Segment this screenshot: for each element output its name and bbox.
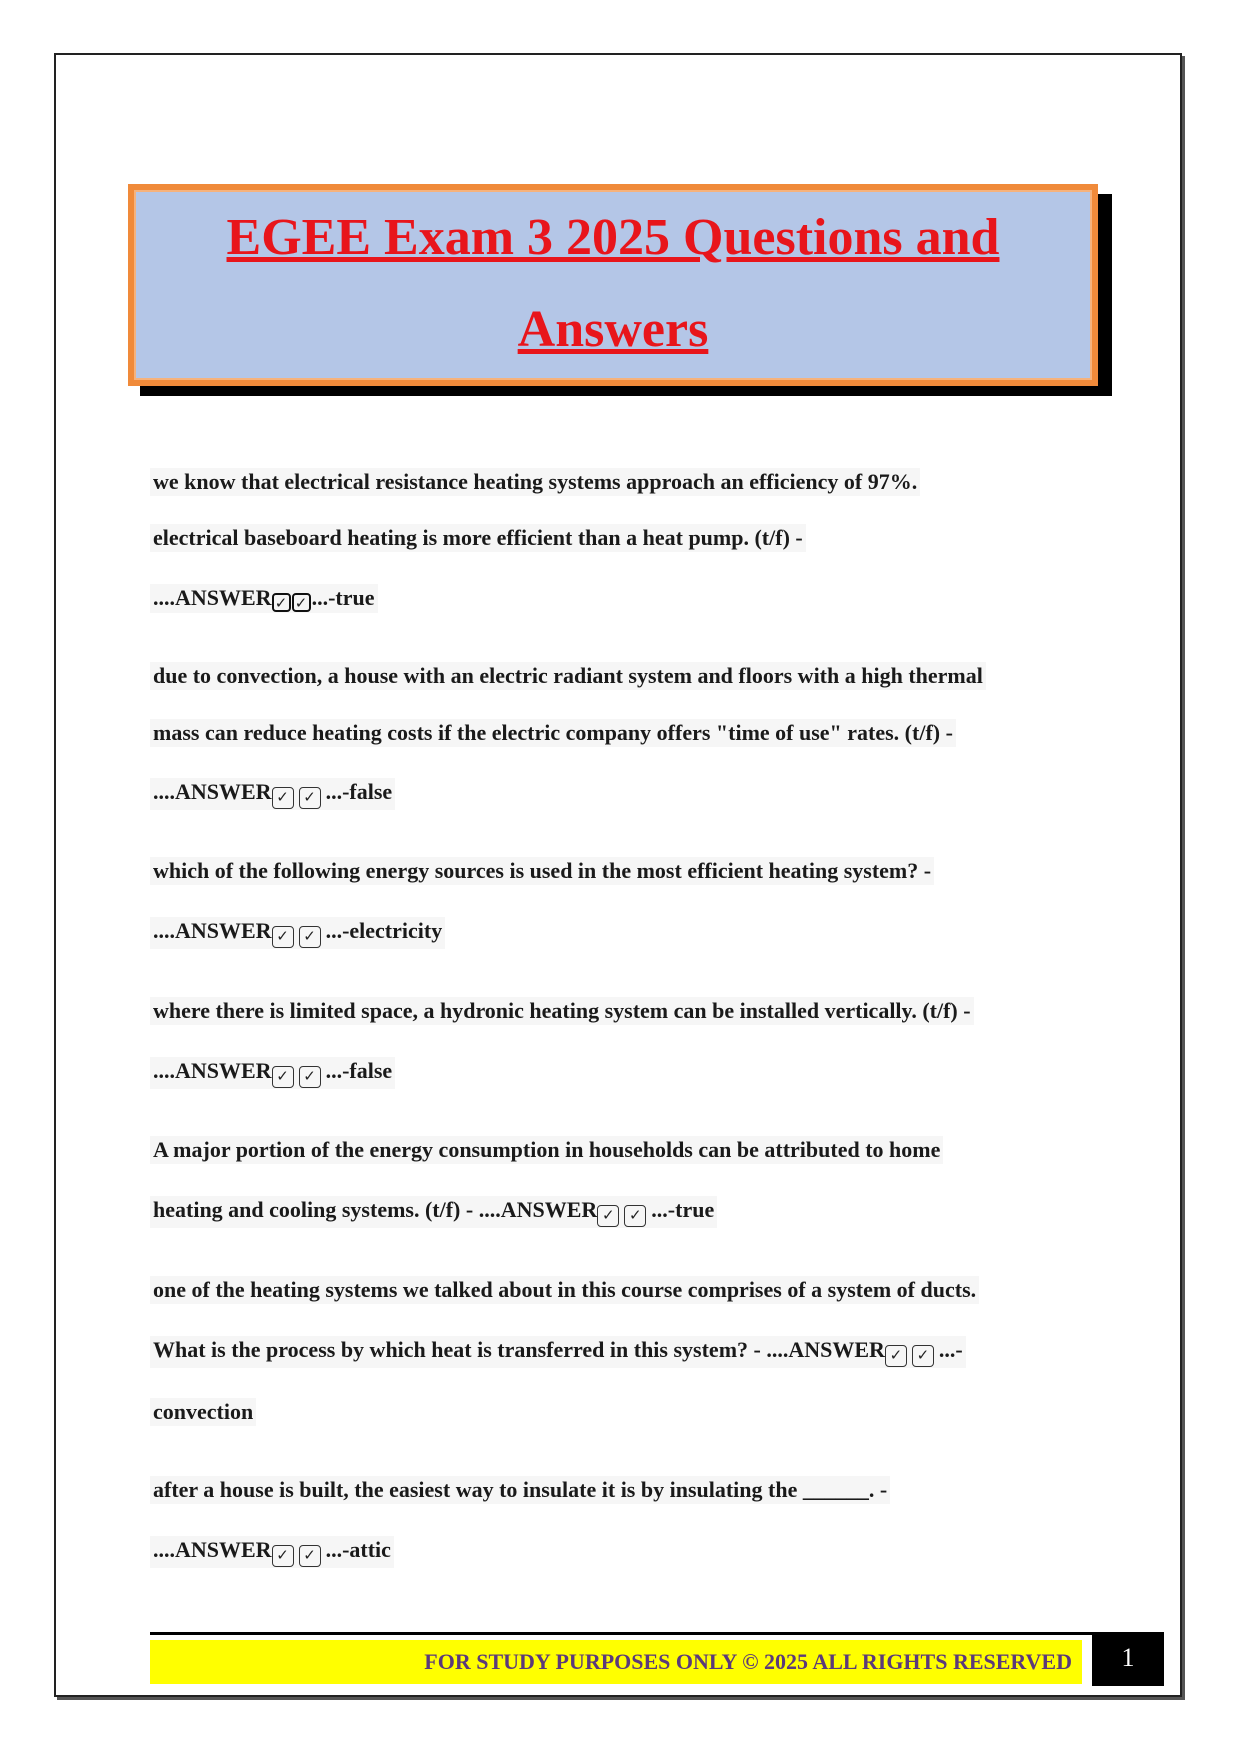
title-box: [128, 184, 1098, 386]
check-box-icon: ✓: [299, 1545, 321, 1567]
check-box-icon: ✓: [624, 1205, 646, 1227]
answer-line: [150, 778, 395, 810]
footer-rule: [150, 1632, 1164, 1635]
question-line: where there is limited space, a hydronic heating system can be installed vertically. (t/f) -: [150, 997, 974, 1025]
question-line: A major portion of the energy consumption in households can be attributed to home: [150, 1136, 943, 1164]
answer-prefix: ....ANSWER: [153, 918, 272, 943]
answer-prefix: ....ANSWER: [153, 1058, 272, 1083]
page-number: 1: [1092, 1634, 1164, 1686]
title-line-2: Answers: [517, 301, 709, 358]
check-box-icon: ✓: [299, 787, 321, 809]
question-line: electrical baseboard heating is more efficient than a heat pump. (t/f) -: [150, 524, 806, 552]
check-box-icon: ✓: [885, 1345, 907, 1367]
question-line: due to convection, a house with an electric radiant system and floors with a high thermal: [150, 662, 986, 690]
check-box-icon: ✓: [597, 1205, 619, 1227]
answer-line: [150, 917, 445, 949]
answer-line: [150, 1196, 717, 1228]
title-inner: [134, 190, 1092, 380]
answer-prefix: What is the process by which heat is transferred in this system? - ....ANSWER: [153, 1337, 885, 1362]
answer-continuation: convection: [150, 1398, 256, 1426]
answer-line: [150, 584, 378, 613]
answer-prefix: heating and cooling systems. (t/f) - ....ANSWER: [153, 1197, 598, 1222]
check-box-icon: ✓: [912, 1345, 934, 1367]
answer-value: ...-true: [311, 585, 375, 610]
answer-value: ...-: [938, 1337, 963, 1362]
answer-prefix: ....ANSWER: [153, 779, 272, 804]
check-box-icon: ✓: [272, 593, 291, 612]
answer-value: ...-electricity: [325, 918, 443, 943]
answer-value: ...-false: [325, 1058, 393, 1083]
answer-line: [150, 1536, 394, 1568]
title-line-1: EGEE Exam 3 2025 Questions and: [226, 209, 1000, 266]
question-line: mass can reduce heating costs if the electric company offers "time of use" rates. (t/f) -: [150, 719, 956, 747]
check-box-icon: ✓: [272, 1066, 294, 1088]
answer-value: ...-true: [651, 1197, 715, 1222]
answer-value: ...-false: [325, 779, 393, 804]
answer-prefix: ....ANSWER: [153, 1537, 272, 1562]
footer-text: FOR STUDY PURPOSES ONLY © 2025 ALL RIGHTS RESERVED: [150, 1640, 1082, 1684]
question-line: after a house is built, the easiest way to insulate it is by insulating the ______. -: [150, 1476, 890, 1504]
question-line: one of the heating systems we talked about in this course comprises of a system of ducts.: [150, 1276, 979, 1304]
answer-value: ...-attic: [325, 1537, 391, 1562]
question-line: which of the following energy sources is used in the most efficient heating system? -: [150, 857, 934, 885]
answer-line: [150, 1336, 966, 1368]
check-box-icon: ✓: [272, 787, 294, 809]
check-box-icon: ✓: [272, 926, 294, 948]
check-box-icon: ✓: [292, 593, 311, 612]
answer-line: [150, 1057, 395, 1089]
check-box-icon: ✓: [299, 1066, 321, 1088]
check-box-icon: ✓: [299, 926, 321, 948]
question-line: we know that electrical resistance heating systems approach an efficiency of 97%.: [150, 468, 920, 496]
check-box-icon: ✓: [272, 1545, 294, 1567]
answer-prefix: ....ANSWER: [153, 585, 272, 610]
